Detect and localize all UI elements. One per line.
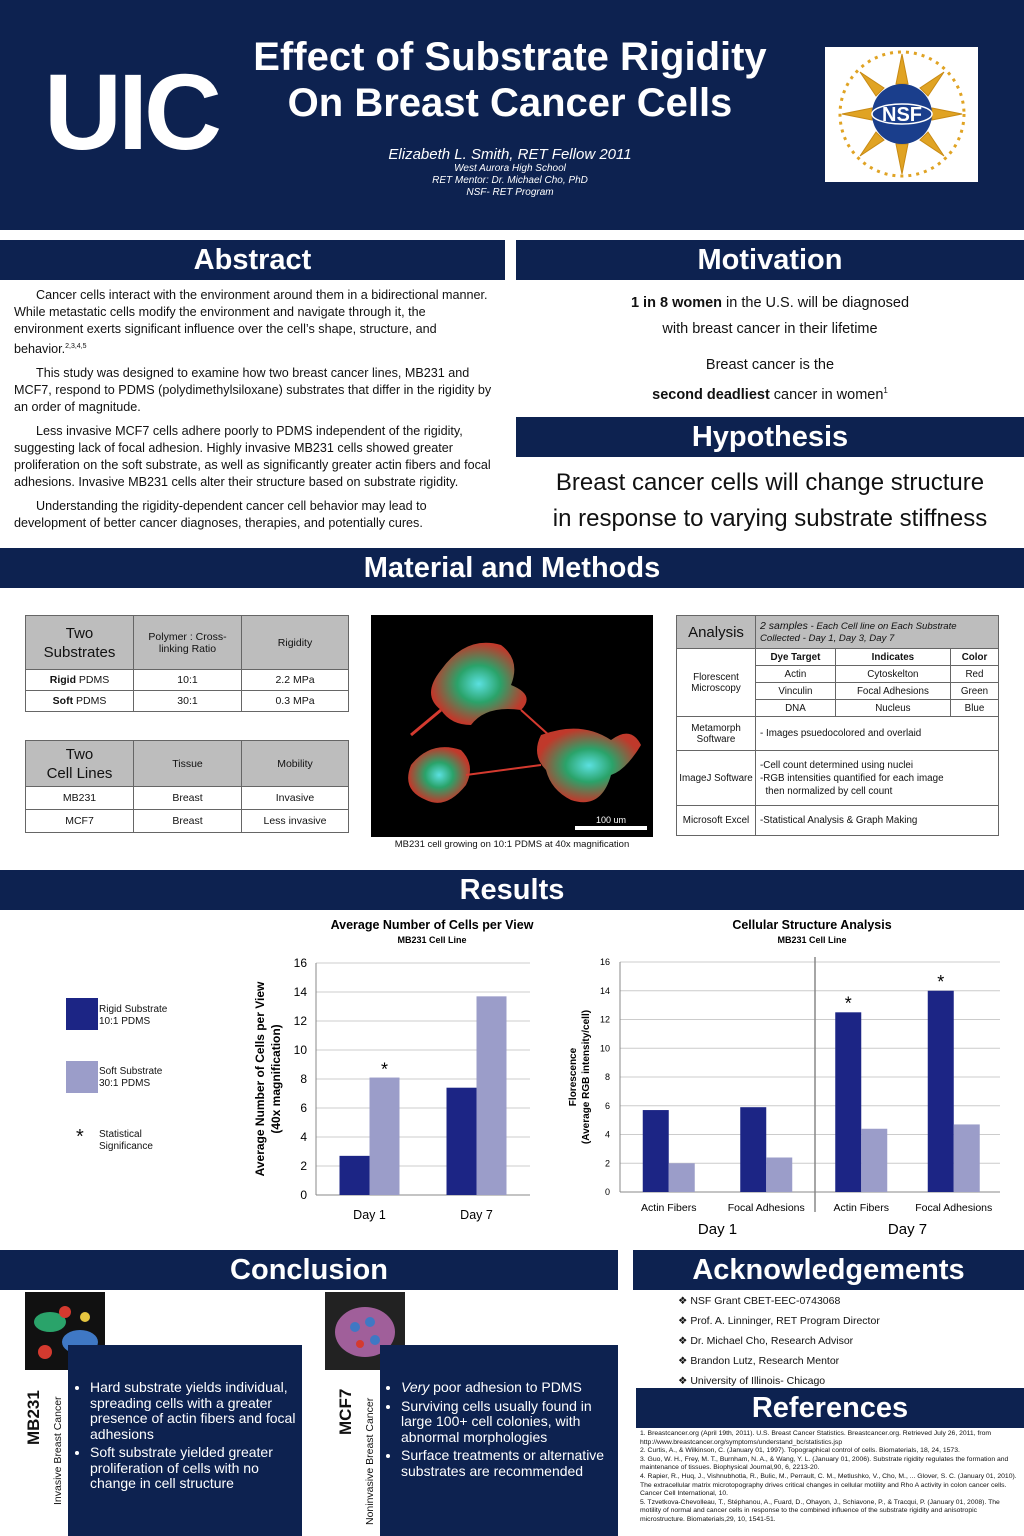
- abstract-paragraph: This study was designed to examine how two breast cancer lines, MB231 and MCF7, respond to PDMS (polydimethylsiloxane) substrates that differ in the rigidity by an order of magnitude.: [14, 366, 492, 415]
- ack-item: ❖ Prof. A. Linninger, RET Program Director: [678, 1315, 880, 1327]
- y-tick-label: 12: [293, 1014, 307, 1028]
- reference-item: 4. Rapier, R., Huq, J., Vishnubhotla, R., Bulic, M., Perrault, C. M., Metlushko, V., Cho, M., ... Glover, S. C. (January 01, 2010). The extracellular matrix microtopography drives critical changes in cellular motility and Rho A activity in colon cancer cells. Cancer Cell International, 10.: [640, 1472, 1017, 1498]
- x-tick-label: Day 1: [353, 1208, 386, 1222]
- significance-star: *: [844, 993, 852, 1014]
- motivation-heading: Motivation: [516, 240, 1024, 280]
- bar: [861, 1129, 887, 1192]
- legend-significance-label: Statistical Significance: [99, 1129, 153, 1152]
- y-tick-label: 8: [604, 1072, 610, 1082]
- x-tick-label: Focal Adhesions: [727, 1202, 805, 1214]
- cellular-structure-chart: [560, 912, 1020, 1242]
- y-tick-label: 0: [604, 1187, 610, 1197]
- y-axis-label: Average Number of Cells per View: [253, 981, 267, 1177]
- references-heading: References: [636, 1388, 1024, 1428]
- group-label: Day 7: [887, 1221, 928, 1238]
- abstract-heading: Abstract: [0, 240, 505, 280]
- abstract-paragraph: Less invasive MCF7 cells adhere poorly to PDMS independent of the rigidity, suggesting lack of focal adhesion. Highly invasive MB231 cells showed greater proliferation on the soft substrate, as well as significantly greater actin fibers and focal adhesions. Invasive MB231 cells alter their structure based on substrate rigidity.: [14, 424, 491, 490]
- author-block: [220, 146, 800, 199]
- ack-item: ❖ Brandon Lutz, Research Mentor: [678, 1355, 840, 1367]
- y-tick-label: 16: [293, 956, 307, 970]
- bar: [643, 1110, 669, 1192]
- bar: [740, 1107, 766, 1192]
- significance-star: *: [380, 1059, 389, 1080]
- cell-lines-table: Two Cell Lines Tissue Mobility MB231 Breast Invasive MCF7 Breast Less invasive: [25, 740, 349, 833]
- reference-item: 3. Guo, W. H., Frey, M. T., Burnham, N. A., & Wang, Y. L. (January 01, 2006). Substrate rigidity regulates the formation and maintenance of tissues. Biophysical Journal,90, 6, 2213-20.: [640, 1455, 1009, 1472]
- hypothesis-statement: Breast cancer cells will change structure in response to varying substrate stiffness: [552, 469, 988, 532]
- ack-item: ❖ University of Illinois- Chicago: [678, 1375, 826, 1387]
- y-tick-label: 2: [300, 1159, 307, 1173]
- nsf-logo: [825, 47, 978, 182]
- legend-soft-label: Soft Substrate 30:1 PDMS: [99, 1066, 163, 1089]
- y-tick-label: 4: [604, 1129, 610, 1140]
- motivation-body: 1 in 8 women in the U.S. will be diagnosed with breast cancer in their lifetime Breast cancer is the second deadliest cancer in women$^1$: [630, 295, 910, 403]
- chart-title: Average Number of Cells per View: [330, 918, 534, 932]
- y-tick-label: 2: [604, 1158, 610, 1169]
- mb231-bullets: • Hard substrate yields individual, spreading cells with a greater presence of actin fibers and focal adhesions • Soft substrate yielded greater proliferation of cells with no change in cell structure: [74, 1380, 296, 1495]
- results-heading: Results: [0, 870, 1024, 910]
- mcf7-label: MCF7: [336, 1388, 355, 1435]
- hypothesis-heading: Hypothesis: [516, 417, 1024, 457]
- chart-title: Cellular Structure Analysis: [732, 918, 892, 932]
- y-tick-label: 14: [599, 985, 610, 996]
- y-tick-label: 8: [300, 1072, 307, 1086]
- bar: [447, 1088, 477, 1195]
- school-name: West Aurora High School: [454, 163, 566, 174]
- chart-subtitle: MB231 Cell Line: [397, 935, 467, 945]
- ack-item: ❖ Dr. Michael Cho, Research Advisor: [678, 1335, 854, 1347]
- bar: [954, 1124, 980, 1192]
- y-tick-label: 6: [604, 1100, 610, 1111]
- mentor-name: RET Mentor: Dr. Michael Cho, PhD: [432, 175, 588, 186]
- mb231-label: MB231: [24, 1390, 43, 1445]
- mcf7-bullets: • Very poor adhesion to PDMS • Surviving cells usually found in large 100+ cell colonies, with abnormal morphologies • Surface treatments or alternative substrates are recommended: [385, 1380, 613, 1482]
- bar: [835, 1012, 861, 1192]
- bar: [669, 1163, 695, 1192]
- program-name: NSF- RET Program: [466, 187, 554, 198]
- nsf-logo-text: NSF: [882, 104, 922, 126]
- substrates-table: Two Substrates Polymer : Cross-linking Ratio Rigidity Rigid PDMS 10:1 2.2 MPa Soft PDMS 30:1 0.3 MPa: [25, 615, 349, 712]
- references-list: [640, 1430, 1020, 1525]
- bar: [370, 1078, 400, 1195]
- bar: [477, 996, 507, 1195]
- y-tick-label: 4: [300, 1130, 307, 1144]
- y-axis-label: Florescence: [568, 1047, 579, 1107]
- bar: [928, 991, 954, 1192]
- chart-subtitle: MB231 Cell Line: [777, 935, 847, 945]
- legend-rigid-label: Rigid Substrate 10:1 PDMS: [99, 1004, 168, 1027]
- mb231-sublabel: Invasive Breast Cancer: [52, 1396, 64, 1505]
- bar: [340, 1156, 370, 1195]
- reference-item: 2. Curtis, A., & Wilkinson, C. (January 01, 1997). Topographical control of cells. Biomaterials, 18, 24, 1573.: [640, 1447, 960, 1455]
- x-tick-label: Day 7: [460, 1208, 493, 1222]
- legend-soft-swatch: [66, 1061, 98, 1093]
- y-axis-label: (40x magnification): [269, 1024, 283, 1134]
- y-tick-label: 0: [300, 1188, 307, 1202]
- x-tick-label: Focal Adhesions: [915, 1202, 993, 1214]
- group-label: Day 1: [697, 1221, 738, 1238]
- microscopy-image: [371, 615, 653, 837]
- y-tick-label: 14: [293, 985, 307, 999]
- reference-item: 5. Tzvetkova-Chevolleau, T., Stéphanou, A., Fuard, D., Ohayon, J., Schiavone, P., & Tracqui, P. (January 01, 2008). The motility of normal and cancer cells in response to the combined influence of the substrate rigidity and anisotropic microstructure. Biomaterials,29, 10, 1541-51.: [640, 1498, 1000, 1523]
- y-axis-label: (Average RGB intensity/cell): [581, 1009, 592, 1145]
- abstract-body: [14, 287, 496, 539]
- image-caption: MB231 cell growing on 10:1 PDMS at 40x magnification: [394, 839, 630, 850]
- ack-item: ❖ NSF Grant CBET-EEC-0743068: [678, 1295, 841, 1307]
- significance-star: *: [937, 971, 945, 992]
- scale-bar-label: 100 um: [595, 815, 627, 825]
- legend-star: *: [76, 1126, 84, 1148]
- abstract-paragraph: Understanding the rigidity-dependent cancer cell behavior may lead to development of better cancer diagnoses, therapies, and potentially cures.: [14, 499, 427, 531]
- y-tick-label: 10: [599, 1043, 610, 1054]
- methods-heading: Material and Methods: [0, 548, 1024, 588]
- acknowledgements-list: [678, 1291, 1008, 1391]
- y-tick-label: 10: [293, 1043, 307, 1057]
- analysis-table: Analysis 2 samples - Each Cell line on Each Substrate Collected - Day 1, Day 3, Day 7 Florescent Microscopy Dye Target Indicates Color Actin Cytoskelton Red Vinculin Focal Adhesions Green DNA Nucleus Blue Metamorph Software - Images psuedocolored and overlaid ImageJ Software -Cell count determined using nuclei -RGB intensities quantified for each image then normalized by cell count Microsoft Excel -Statistical Analysis & Graph Making: [676, 615, 999, 836]
- acknowledgements-heading: Acknowledgements: [633, 1250, 1024, 1290]
- poster-title: Effect of Substrate Rigidity On Breast Cancer Cells: [253, 35, 767, 125]
- legend-rigid-swatch: [66, 998, 98, 1030]
- x-tick-label: Actin Fibers: [833, 1202, 889, 1214]
- uic-logo: UIC: [44, 51, 218, 172]
- y-tick-label: 6: [300, 1101, 307, 1115]
- cells-per-view-chart: [240, 912, 540, 1232]
- conclusion-heading: Conclusion: [0, 1250, 618, 1290]
- x-tick-label: Actin Fibers: [641, 1202, 697, 1214]
- mcf7-sublabel: Noninvasive Breast Cancer: [364, 1397, 376, 1525]
- abstract-paragraph: Cancer cells interact with the environment around them in a bidirectional manner. While metastatic cells modify the environment and navigate through it, the environment exerts significant influence over the cell’s shape, structure, and behavior.$^{2,3,4,5}$: [14, 288, 488, 357]
- bar: [766, 1158, 792, 1193]
- y-tick-label: 16: [599, 957, 610, 967]
- author-name: Elizabeth L. Smith, RET Fellow 2011: [388, 146, 632, 163]
- reference-item: 1. Breastcancer.org (April 19th, 2011). U.S. Breast Cancer Statistics. Breastcancer.org. Retrieved July 26, 2011, from http://www.breastcancer.org/symptoms/understand_bc/statistics.jsp: [640, 1430, 992, 1446]
- y-tick-label: 12: [599, 1014, 610, 1025]
